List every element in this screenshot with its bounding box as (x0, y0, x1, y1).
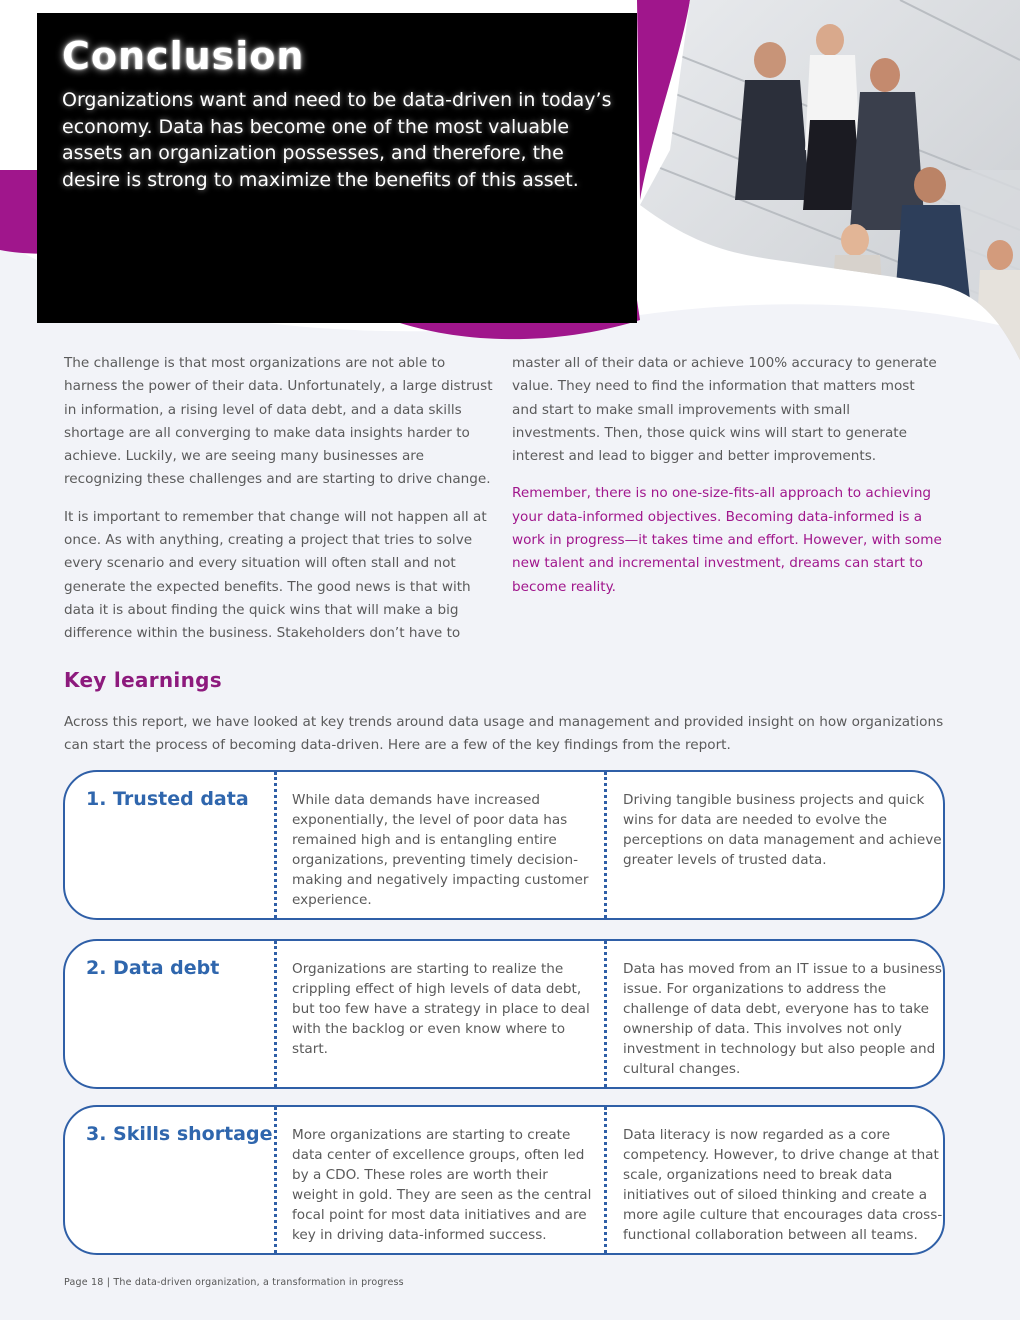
finding-card-data-debt (63, 939, 945, 1089)
body-paragraph: master all of their data or achieve 100% accuracy to generate value. They need to find the information that matters most and start to make small improvements with small investments. Then, those quick wins will start to generate interest and lead to bigger and better improvements. (512, 355, 937, 465)
key-learnings-intro: Across this report, we have looked at key trends around data usage and management and provided insight on how organizations can start the process of becoming data-driven. Here are a few of the key findings from the report. (64, 714, 944, 753)
dotted-divider (604, 941, 607, 1087)
card-problem-text: Organizations are starting to realize the crippling effect of high levels of data debt, but too few have a strategy in place to deal with the backlog or even know where to start. (292, 961, 590, 1057)
dotted-divider (604, 772, 607, 918)
card-title: 2. Data debt (86, 957, 220, 979)
dotted-divider (274, 772, 277, 918)
hero-box (37, 13, 637, 323)
body-column-right (512, 352, 942, 613)
card-problem-text: While data demands have increased exponentially, the level of poor data has remained high and is entangling entire organizations, preventing timely decision-making and negatively impacting customer experience. (292, 792, 589, 908)
highlight-paragraph: Remember, there is no one-size-fits-all approach to achieving your data-informed objectives. Becoming data-informed is a work in progress—it takes time and effort. However, with some new talent and incremental investment, dreams can start to become reality. (512, 485, 942, 595)
body-paragraph: The challenge is that most organizations are not able to harness the power of their data. Unfortunately, a large distrust in information, a rising level of data debt, and a data skills shortage are all converging to make data insights harder to achieve. Luckily, we are seeing many businesses are recognizing these challenges and are starting to drive change. (64, 355, 493, 488)
body-paragraph: It is important to remember that change will not happen all at once. As with anything, creating a project that tries to solve every scenario and every situation will often stall and not generate the expected benefits. The good news is that with data it is about finding the quick wins that will make a big difference within the business. Stakeholders don’t have to (64, 508, 487, 642)
dotted-divider (274, 941, 277, 1087)
dotted-divider (274, 1107, 277, 1253)
page-title: Conclusion (62, 34, 305, 78)
dotted-divider (604, 1107, 607, 1253)
card-problem-text: More organizations are starting to create data center of excellence groups, often led by a CDO. These roles are worth their weight in gold. They are seen as the central focal point for most data initiatives and are key in driving data-informed success. (292, 1127, 592, 1243)
hero-intro: Organizations want and need to be data-driven in today’s economy. Data has become one of the most valuable assets an organization possesses, and therefore, the desire is strong to maximize the benefits of this asset. (62, 89, 612, 191)
card-solution-text: Driving tangible business projects and quick wins for data are needed to evolve the perceptions on data management and achieve greater levels of trusted data. (623, 792, 942, 868)
finding-card-skills-shortage (63, 1105, 945, 1255)
business-people-photo (640, 0, 1020, 360)
card-solution-text: Data literacy is now regarded as a core competency. However, to drive change at that scale, organizations need to break data initiatives out of siloed thinking and create a more agile culture that encourages data cross-functional collaboration between all teams. (623, 1127, 943, 1243)
card-title: 1. Trusted data (86, 788, 249, 810)
finding-card-trusted-data (63, 770, 945, 920)
card-solution-text: Data has moved from an IT issue to a business issue. For organizations to address the challenge of data debt, everyone has to take ownership of data. This involves not only investment in technology but also people and cultural changes. (623, 961, 943, 1077)
card-title: 3. Skills shortage (86, 1123, 273, 1145)
key-learnings-heading: Key learnings (64, 668, 222, 692)
body-column-left (64, 352, 494, 660)
page-footer: Page 18 | The data-driven organization, a transformation in progress (64, 1277, 404, 1288)
